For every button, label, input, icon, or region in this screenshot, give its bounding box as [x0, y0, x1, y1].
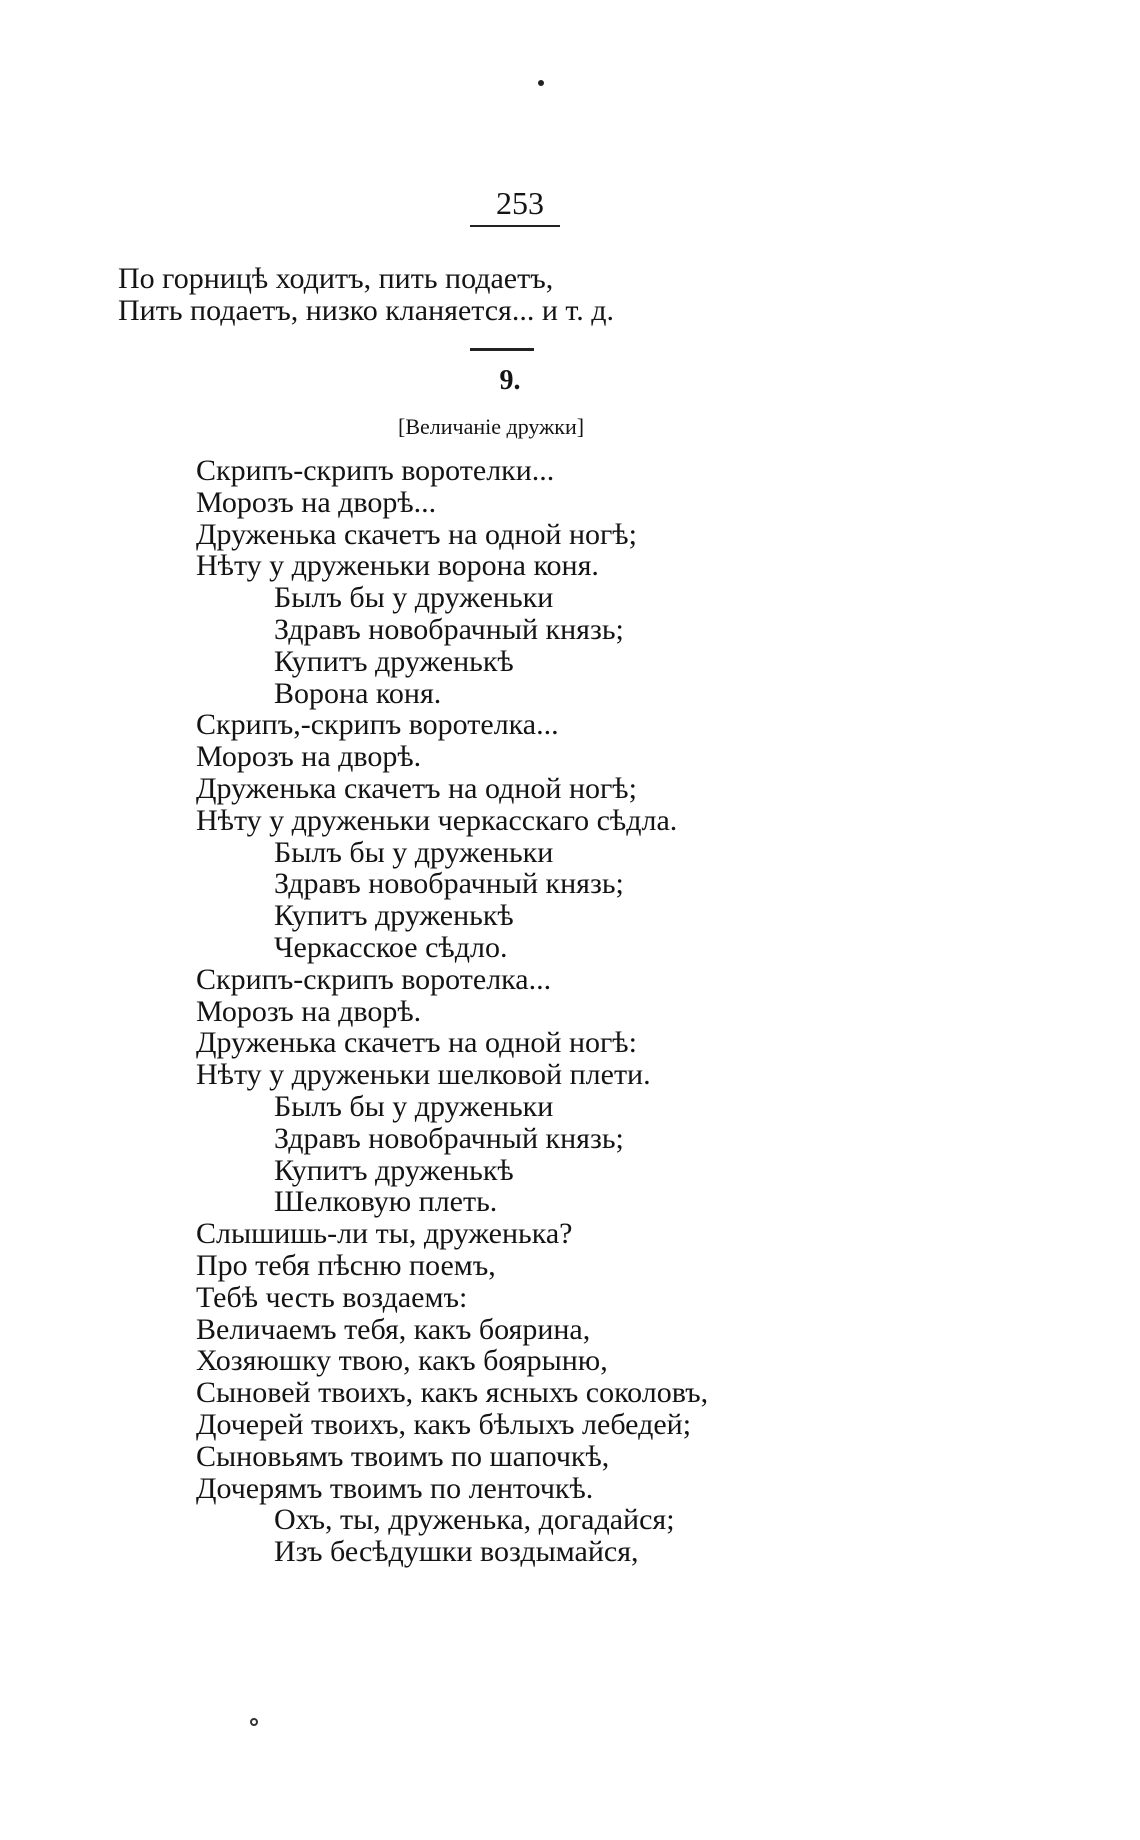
verse-line: Былъ бы у друженьки: [274, 581, 554, 615]
verse-line: Друженька скачетъ на одной ногѣ;: [196, 771, 637, 805]
verse-line: Морозъ на дворѣ...: [196, 485, 437, 519]
verse-line: Ворона коня.: [274, 676, 442, 710]
intro-line-1: По горницѣ ходитъ, пить подаетъ,: [118, 262, 554, 295]
verse-line: Купитъ друженькѣ: [274, 899, 514, 933]
verse-line: Друженька скачетъ на одной ногѣ;: [196, 517, 637, 551]
verse-line: Сыновьямъ твоимъ по шапочкѣ,: [196, 1439, 610, 1473]
verse-line: Здравъ новобрачный князь;: [274, 867, 624, 901]
song-title: [Величаніе дружки]: [398, 414, 585, 439]
song-number: 9.: [499, 365, 521, 396]
intro-verse: [118, 263, 614, 327]
verse-line: Здравъ новобрачный князь;: [274, 612, 624, 646]
verse-line: Морозъ на дворѣ.: [196, 740, 422, 774]
verse-line: Тебѣ честь воздаемъ:: [196, 1280, 468, 1314]
page-number-underline: [470, 225, 560, 227]
verse-line: Друженька скачетъ на одной ногѣ:: [196, 1026, 637, 1060]
verse-line: Дочерей твоихъ, какъ бѣлыхъ лебедей;: [196, 1407, 692, 1441]
verse-line: Про тебя пѣсню поемъ,: [196, 1248, 496, 1282]
intro-line-2: Пить подаетъ, низко кланяется... и т. д.: [118, 294, 615, 327]
verse-line: Шелковую плеть.: [274, 1185, 498, 1219]
verse-line: Хозяюшку твою, какъ боярыню,: [196, 1344, 608, 1378]
verse-line: Охъ, ты, друженька, догадайся;: [274, 1503, 675, 1537]
page-number: 253: [496, 185, 544, 221]
ink-speck-bottom: [250, 1718, 258, 1726]
verse-line: Изъ бесѣдушки воздымайся,: [274, 1535, 639, 1569]
verse-line: Скрипъ,-скрипъ воротелка...: [196, 708, 559, 742]
song-verse: [196, 455, 708, 1568]
verse-line: Скрипъ-скрипъ воротелки...: [196, 454, 555, 487]
verse-line: Нѣту у друженьки ворона коня.: [196, 549, 599, 583]
verse-line: Нѣту у друженьки шелковой плети.: [196, 1058, 651, 1092]
verse-line: Черкасское сѣдло.: [274, 930, 508, 964]
verse-line: Былъ бы у друженьки: [274, 1089, 554, 1123]
verse-line: Былъ бы у друженьки: [274, 835, 554, 869]
verse-line: Скрипъ-скрипъ воротелка...: [196, 962, 552, 996]
verse-line: Здравъ новобрачный князь;: [274, 1121, 624, 1155]
verse-line: Купитъ друженькѣ: [274, 644, 514, 678]
verse-line: Морозъ на дворѣ.: [196, 994, 422, 1028]
ink-speck-top: [538, 80, 544, 86]
verse-line: Купитъ друженькѣ: [274, 1153, 514, 1187]
verse-line: Величаемъ тебя, какъ боярина,: [196, 1312, 591, 1346]
verse-line: Сыновей твоихъ, какъ ясныхъ соколовъ,: [196, 1376, 709, 1410]
verse-line: Слышишь-ли ты, друженька?: [196, 1217, 573, 1251]
verse-line: Нѣту у друженьки черкасскаго сѣдла.: [196, 803, 678, 837]
section-separator: [470, 348, 534, 351]
verse-line: Дочерямъ твоимъ по ленточкѣ.: [196, 1471, 594, 1505]
